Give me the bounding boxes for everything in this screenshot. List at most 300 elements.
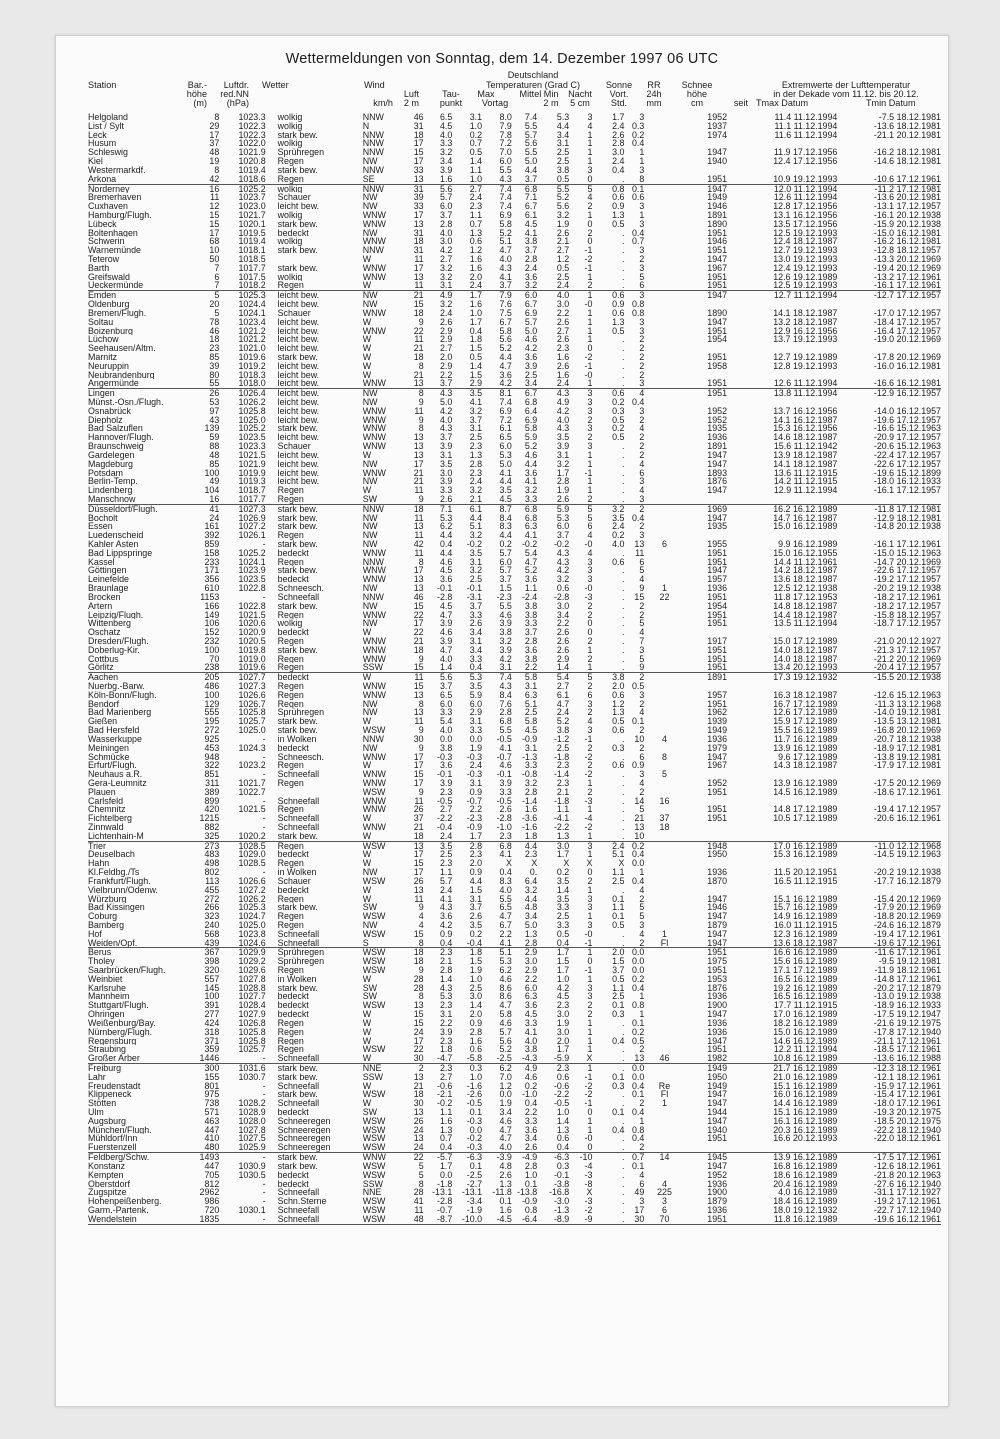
- cell-luftdruck: 1017.7: [238, 263, 266, 273]
- cell-mittel: 6.8: [514, 184, 539, 193]
- cell-max-vortag: 5.8: [499, 219, 512, 229]
- cell-luft: 3.9: [439, 778, 453, 788]
- cell-wetter: leicht bew.: [277, 335, 320, 345]
- cell-min-2m: -3.8: [553, 1179, 570, 1189]
- cell-station: Essen: [88, 522, 113, 532]
- cell-sonne: .: [621, 592, 625, 602]
- cell-schnee: 3: [662, 1197, 667, 1206]
- cell-wetter: stark bew.: [266, 1153, 363, 1162]
- cell-wind-speed: 5: [418, 1161, 424, 1171]
- cell-min-2m: -2.2: [553, 1090, 570, 1100]
- cell-wind-dir: NW: [362, 193, 378, 203]
- cell-wind-speed: 21: [413, 823, 424, 832]
- cell-luftdruck: 1018.1: [238, 246, 266, 255]
- cell-min-2m: 1.9: [556, 486, 570, 495]
- cell-max-vortag: 6.9: [499, 210, 512, 220]
- cell-luft: 0.4: [439, 938, 453, 948]
- cell-schnee: [646, 566, 682, 575]
- cell-taupunkt: 3.2: [469, 531, 483, 540]
- cell-tmax-datum: 16.5 16.12.1989: [773, 992, 838, 1002]
- cell-bar-hoehe: 195: [204, 717, 220, 727]
- cell-luft: 3.2: [439, 263, 453, 273]
- cell-wind-dir: WSW: [362, 929, 386, 939]
- cell-schnee: [646, 379, 682, 388]
- cell-min-2m: 3.0: [539, 841, 571, 850]
- cell-tmin-datum: -9.5 19.12.1981: [878, 957, 941, 966]
- cell-sonne: 2.0: [594, 948, 626, 957]
- cell-wetter: Regen: [277, 690, 304, 700]
- cell-max-vortag: 7.9: [484, 291, 514, 300]
- cell-max-vortag: 4.7: [499, 246, 512, 255]
- cell-luftdruck: 1025.8: [238, 1027, 266, 1037]
- cell-wetter: leicht bew.: [277, 468, 320, 478]
- cell-seit: 1893: [707, 468, 728, 478]
- cell-min-5cm: -1: [584, 966, 593, 975]
- cell-rr: 3: [639, 165, 645, 175]
- cell-rr: 3: [639, 531, 645, 540]
- cell-min-5cm: 1: [587, 272, 593, 282]
- cell-tmax-datum: 14.1 16.12.1987: [773, 415, 838, 425]
- cell-luft: -5.7: [426, 1153, 455, 1162]
- cell-min-5cm: -1: [584, 263, 593, 273]
- cell-tmin-datum: -21.0 20.12.1927: [873, 636, 941, 646]
- cell-luftdruck: 1025.0: [238, 415, 266, 425]
- cell-luftdruck: 1019.4: [238, 165, 266, 175]
- cell-seit: 1954: [707, 335, 728, 345]
- cell-max-vortag: 7.4: [499, 202, 512, 211]
- cell-mittel: 4.1: [524, 1027, 538, 1037]
- cell-min-2m: 3.9: [556, 442, 570, 451]
- cell-mittel: 6.7: [514, 389, 539, 398]
- cell-tmax-datum: 21.7 16.12.1989: [729, 1063, 839, 1072]
- cell-station: Klippeneck: [88, 1090, 132, 1100]
- table-row: [88, 139, 941, 148]
- cell-sonne: 0.4: [612, 1125, 625, 1135]
- cell-bar-hoehe: 85: [209, 352, 220, 362]
- cell-tmax-datum: 15.5 16.12.1989: [773, 726, 838, 735]
- cell-min-5cm: 3: [587, 557, 593, 567]
- cell-luftdruck: -: [219, 1153, 265, 1162]
- cell-mittel: 6.3: [524, 992, 538, 1002]
- cell-luftdruck: 1019.5: [238, 228, 266, 238]
- cell-station: Zinnwald: [88, 823, 124, 832]
- cell-bar-hoehe: 6: [214, 272, 220, 282]
- cell-wetter: Regen: [266, 841, 363, 850]
- cell-luft: 4.2: [439, 920, 453, 930]
- cell-wetter: bedeckt: [277, 548, 309, 558]
- cell-max-vortag: 5.6: [499, 1036, 512, 1046]
- cell-taupunkt: 3.2: [469, 566, 483, 576]
- cell-tmax-datum: 14.7 16.12.1987: [773, 513, 838, 523]
- cell-wind-dir: WSW: [362, 1134, 386, 1144]
- cell-luftdruck: -: [262, 1179, 266, 1189]
- cell-max-vortag: -0.1: [496, 770, 512, 779]
- cell-bar-hoehe: 5: [192, 291, 220, 300]
- cell-seit: 1967: [707, 761, 728, 771]
- cell-max-vortag: 4.6: [499, 610, 512, 620]
- cell-rr: 4: [639, 459, 645, 469]
- cell-mittel: 3.3: [524, 619, 538, 629]
- cell-rr: 0.6: [631, 193, 645, 203]
- cell-tmin-datum: -19.6 17.12.1961: [873, 938, 941, 948]
- cell-max-vortag: 6.0: [499, 157, 512, 166]
- cell-station: Lingen: [88, 389, 192, 398]
- cell-seit: 1879: [707, 1197, 728, 1206]
- cell-max-vortag: 5.2: [499, 1045, 512, 1055]
- cell-tmax-datum: 14.5 16.12.1989: [773, 787, 838, 797]
- cell-min-5cm: 2: [587, 1001, 593, 1011]
- cell-luftdruck: -: [262, 1054, 266, 1064]
- header-wind-1: Wind: [364, 80, 385, 90]
- table-row: [88, 1162, 941, 1171]
- table-row: [88, 1054, 941, 1063]
- cell-wind-dir: W: [362, 814, 372, 823]
- cell-schnee: 37: [659, 814, 670, 823]
- cell-min-2m: 2.2: [556, 619, 570, 629]
- cell-tmin-datum: -13.6 20.12.1981: [873, 193, 941, 203]
- cell-luft: 3.7: [439, 379, 453, 389]
- cell-luft: 2.2: [439, 370, 453, 380]
- cell-luft: 4.5: [439, 121, 453, 131]
- cell-luft: 0.9: [439, 929, 453, 939]
- cell-wetter: stark bew.: [277, 566, 318, 576]
- cell-schnee: [646, 895, 682, 904]
- cell-min-2m: 4.0: [556, 415, 570, 425]
- cell-seit: 1951: [707, 619, 728, 629]
- cell-sonne: 3.0: [612, 148, 625, 158]
- cell-tmax-datum: 14.8 18.12.1987: [773, 601, 838, 611]
- cell-wind-speed: 24: [413, 1125, 424, 1135]
- cell-wetter: Sprühregen: [277, 148, 325, 158]
- cell-bar-hoehe: 97: [209, 406, 220, 416]
- cell-bar-hoehe: 23: [209, 344, 220, 353]
- cell-min-2m: 3.8: [556, 726, 570, 735]
- cell-min-2m: 4.2: [556, 983, 570, 993]
- cell-seit: 1951: [707, 228, 728, 238]
- cell-bar-hoehe: 15: [209, 219, 220, 229]
- header-deutschland: Deutschland: [507, 70, 559, 80]
- cell-wetter: Regen: [277, 486, 304, 495]
- cell-schnee: [646, 362, 682, 371]
- cell-sonne: .: [621, 787, 625, 797]
- cell-bar-hoehe: 486: [204, 682, 220, 691]
- cell-mittel: 3.1: [524, 743, 538, 753]
- cell-min-5cm: 0: [587, 1143, 593, 1153]
- cell-min-5cm: X: [586, 1188, 593, 1198]
- cell-station: Berlin-Temp.: [88, 477, 138, 487]
- cell-schnee: 5: [662, 770, 667, 779]
- cell-bar-hoehe: 392: [204, 531, 220, 540]
- cell-taupunkt: 2.3: [469, 202, 483, 211]
- cell-seit: 1947: [707, 255, 728, 264]
- cell-bar-hoehe: 463: [204, 1116, 220, 1126]
- cell-mittel: 3.1: [524, 682, 538, 691]
- cell-rr: 9: [639, 663, 645, 673]
- cell-wind-dir: WNW: [362, 406, 386, 416]
- cell-wind-dir: WNW: [362, 424, 386, 434]
- cell-luft: -0.3: [437, 752, 453, 762]
- cell-luftdruck: -: [262, 1090, 266, 1100]
- cell-station: Köln-Bonn/Flugh.: [88, 690, 157, 700]
- cell-schnee: [646, 1010, 682, 1019]
- table-row: [88, 859, 941, 868]
- cell-wind-dir: WNW: [362, 442, 386, 451]
- cell-bar-hoehe: 16: [192, 184, 220, 193]
- cell-bar-hoehe: 424: [204, 1018, 220, 1028]
- cell-min-2m: 0.5: [556, 174, 570, 184]
- cell-wind-speed: 9: [418, 415, 424, 425]
- cell-wind-speed: 31: [413, 121, 424, 131]
- cell-wind-speed: 18: [397, 948, 426, 957]
- cell-mittel: 6.9: [524, 308, 538, 318]
- cell-min-5cm: 0: [587, 868, 593, 877]
- cell-wind-dir: WSW: [363, 1215, 397, 1224]
- cell-seit: 1951: [707, 557, 728, 567]
- cell-tmin-datum: -21.2 20.12.1969: [873, 654, 941, 664]
- cell-luft: 2.3: [439, 1001, 453, 1011]
- cell-wind-dir: S: [362, 938, 369, 948]
- cell-min-2m: 3.4: [556, 130, 570, 140]
- cell-station: Stuttgart/Flugh.: [88, 1001, 149, 1011]
- cell-seit: 1879: [707, 920, 728, 930]
- cell-wetter: leicht bew.: [277, 415, 320, 425]
- cell-luft: 3.3: [439, 486, 453, 495]
- cell-mittel: 3.9: [524, 361, 538, 371]
- cell-tmax-datum: 4.0 16.12.1989: [778, 1188, 838, 1198]
- cell-taupunkt: 2.3: [469, 468, 483, 478]
- cell-sonne: .: [594, 1215, 626, 1224]
- cell-sonne: .: [621, 361, 625, 371]
- cell-station: Berus: [88, 948, 192, 957]
- cell-max-vortag: 0.2: [499, 540, 512, 549]
- table-row: [88, 797, 941, 806]
- cell-tmin-datum: -15.9 17.12.1961: [873, 1081, 941, 1091]
- cell-taupunkt: -5.8: [466, 1054, 483, 1064]
- cell-wetter: Schauer: [277, 876, 311, 886]
- cell-min-5cm: 3: [587, 992, 593, 1002]
- cell-rr: 0.2: [631, 1027, 645, 1037]
- cell-station: Bad Hersfeld: [88, 726, 140, 735]
- cell-rr: 2: [639, 726, 645, 735]
- cell-bar-hoehe: 420: [204, 805, 220, 815]
- cell-wind-speed: 30: [413, 1054, 424, 1064]
- cell-bar-hoehe: 323: [204, 912, 220, 921]
- cell-seit: 1951: [683, 948, 729, 957]
- cell-luftdruck: 1028.4: [238, 1001, 266, 1011]
- cell-wetter: stark bew.: [277, 522, 318, 532]
- cell-schnee: [646, 805, 682, 814]
- cell-max-vortag: 6.1: [499, 424, 512, 434]
- cell-min-2m: 3.2: [556, 459, 570, 469]
- cell-max-vortag: 4.4: [499, 352, 512, 362]
- cell-luftdruck: 1019.4: [238, 237, 266, 247]
- cell-min-5cm: 4: [587, 531, 593, 540]
- cell-min-5cm: -0: [584, 929, 593, 939]
- cell-seit: 1890: [707, 219, 728, 229]
- cell-seit: 1900: [707, 1188, 728, 1198]
- cell-wind-speed: 13: [413, 1001, 424, 1011]
- cell-mittel: 2.8: [524, 938, 538, 948]
- cell-rr: 1: [639, 148, 645, 158]
- cell-tmin-datum: -16.1 17.12.1957: [873, 486, 941, 495]
- cell-wetter: Regen: [277, 1045, 304, 1055]
- cell-seit: 1891: [707, 442, 728, 451]
- cell-rr: 0.4: [631, 513, 645, 523]
- cell-rr: 3: [639, 263, 645, 273]
- cell-mittel: 1.0: [524, 1170, 538, 1180]
- cell-luft: 3.7: [439, 682, 453, 691]
- cell-rr: 0.0: [626, 948, 646, 957]
- cell-wetter: leicht bew.: [277, 202, 320, 211]
- cell-wetter: Regen: [277, 894, 304, 904]
- cell-luftdruck: 1026.6: [238, 876, 266, 886]
- cell-mittel: 3.6: [524, 1125, 538, 1135]
- cell-min-2m: 3.4: [556, 610, 570, 620]
- cell-luftdruck: 1020.9: [238, 628, 266, 637]
- cell-bar-hoehe: 705: [204, 1170, 220, 1180]
- cell-rr: 0.5: [631, 1036, 645, 1046]
- cell-min-2m: 1.1: [556, 805, 570, 815]
- cell-wind-dir: NW: [362, 868, 378, 877]
- cell-wetter: bedeckt: [277, 1001, 309, 1011]
- cell-schnee: [646, 184, 682, 193]
- cell-sonne: 0.3: [612, 1081, 625, 1091]
- cell-station: Ueckermünde: [88, 281, 144, 291]
- cell-bar-hoehe: 2962: [199, 1188, 220, 1198]
- cell-seit: 1944: [707, 1108, 728, 1117]
- header-seit: seit: [733, 98, 748, 108]
- cell-tmax-datum: 11.9 17.12.1956: [773, 148, 838, 158]
- cell-schnee: [646, 291, 682, 300]
- cell-sonne: .: [621, 1197, 625, 1206]
- cell-taupunkt: 1.7: [469, 831, 483, 841]
- cell-rr: 0.1: [631, 1161, 645, 1171]
- cell-tmax-datum: 15.3 16.12.1989: [773, 850, 838, 860]
- cell-luft: 4.0: [439, 415, 453, 425]
- cell-min-2m: 4.4: [556, 121, 570, 131]
- cell-schnee: [646, 416, 682, 425]
- cell-luft: 1.8: [439, 1045, 453, 1055]
- cell-max-vortag: 5.5: [499, 601, 512, 611]
- cell-max-vortag: 3.9: [499, 778, 512, 788]
- cell-wind-dir: NW: [362, 708, 378, 718]
- cell-seit: 1952: [707, 406, 728, 416]
- cell-wind-speed: 15: [413, 682, 424, 691]
- cell-luft: 2.4: [439, 831, 453, 841]
- cell-schnee: [646, 700, 682, 709]
- cell-mittel: 3.3: [524, 1116, 538, 1126]
- cell-min-2m: 4.0: [539, 291, 571, 300]
- cell-wind-speed: 28: [413, 983, 424, 993]
- cell-wetter: stark bew.: [277, 219, 318, 229]
- header-temperaturen: Temperaturen (Grad C): [485, 80, 581, 90]
- cell-sonne: 0.6: [612, 761, 625, 771]
- table-row: [88, 1010, 941, 1019]
- cell-tmin-datum: [839, 682, 941, 691]
- cell-tmin-datum: -17.5 17.12.1961: [839, 1153, 941, 1162]
- cell-tmax-datum: 12.6 11.12.1994: [773, 379, 838, 389]
- cell-station: Oschatz: [88, 628, 121, 637]
- cell-bar-hoehe: 100: [204, 645, 220, 655]
- cell-min-2m: 1.5: [556, 957, 570, 966]
- cell-station: Bad Lippspringe: [88, 548, 153, 558]
- table-row: [88, 877, 941, 886]
- cell-sonne: 1.7: [612, 113, 625, 122]
- cell-sonne: .: [621, 548, 625, 558]
- cell-tmin-datum: -11.2 17.12.1981: [839, 184, 941, 193]
- cell-station: Soltau: [88, 317, 114, 327]
- cell-tmax-datum: [729, 495, 839, 504]
- cell-rr: 0.8: [631, 300, 645, 309]
- cell-min-5cm: -1: [584, 938, 593, 948]
- cell-taupunkt: 3.5: [469, 548, 483, 558]
- cell-mittel: 4.6: [524, 1072, 538, 1082]
- cell-min-5cm: -2: [584, 255, 593, 264]
- cell-wind-dir: W: [362, 1018, 372, 1028]
- cell-min-5cm: 1: [587, 130, 593, 140]
- cell-min-2m: 4.2: [556, 406, 570, 416]
- cell-wind-speed: 15: [413, 663, 424, 673]
- header-luft-1: Luft: [403, 89, 419, 99]
- cell-rr: 2: [639, 1143, 645, 1153]
- cell-bar-hoehe: 161: [204, 522, 220, 532]
- cell-mittel: 4.0: [524, 1036, 538, 1046]
- cell-taupunkt: 1.0: [469, 974, 483, 984]
- cell-wetter: Regen: [277, 920, 304, 930]
- cell-min-5cm: 2: [587, 281, 593, 291]
- cell-luft: 3.2: [439, 148, 453, 158]
- cell-tmin-datum: -13.6 16.12.1988: [873, 1054, 941, 1064]
- cell-tmax-datum: 13.7 16.12.1956: [773, 406, 838, 416]
- cell-wind-dir: SE: [362, 174, 375, 184]
- cell-wetter: [266, 255, 363, 264]
- cell-tmax-datum: 16.2 16.12.1989: [729, 504, 839, 513]
- cell-schnee: 22: [659, 592, 670, 602]
- cell-luft: 5.6: [426, 673, 455, 682]
- cell-luftdruck: 1018.6: [238, 174, 266, 184]
- cell-max-vortag: 8.3: [499, 876, 512, 886]
- cell-schnee: [646, 424, 682, 433]
- cell-mittel: -0.9: [521, 734, 538, 744]
- cell-wind-dir: W: [362, 281, 372, 291]
- cell-luftdruck: -: [262, 752, 266, 762]
- table-row: [88, 868, 941, 877]
- cell-wind-speed: 5: [418, 1170, 424, 1180]
- cell-min-2m: 1.7: [556, 468, 570, 478]
- cell-max-vortag: 4.3: [499, 174, 512, 184]
- cell-sonne: .: [621, 770, 625, 779]
- cell-luftdruck: 1028.5: [219, 841, 265, 850]
- cell-tmax-datum: 15.6 16.12.1989: [773, 957, 838, 966]
- cell-mittel: 6.0: [514, 291, 539, 300]
- cell-luftdruck: 1018.0: [238, 379, 266, 389]
- cell-station: Braunschweig: [88, 442, 144, 451]
- cell-wind-speed: 13: [413, 450, 424, 460]
- cell-min-5cm: 2: [587, 743, 593, 753]
- cell-max-vortag: 5.1: [484, 948, 514, 957]
- cell-tmin-datum: -14.6 18.12.1981: [873, 157, 941, 166]
- cell-seit: [683, 300, 729, 309]
- cell-wetter: stark bew.: [277, 831, 318, 841]
- cell-wetter: Regen: [277, 494, 304, 504]
- cell-luft: 1.6: [439, 174, 453, 184]
- cell-tmax-datum: [729, 371, 839, 380]
- cell-taupunkt: 2.9: [469, 708, 483, 718]
- cell-bar-hoehe: 391: [204, 1001, 220, 1011]
- cell-rr: 0.3: [631, 121, 645, 131]
- cell-rr: 13: [634, 1054, 645, 1064]
- cell-min-5cm: 3: [587, 566, 593, 576]
